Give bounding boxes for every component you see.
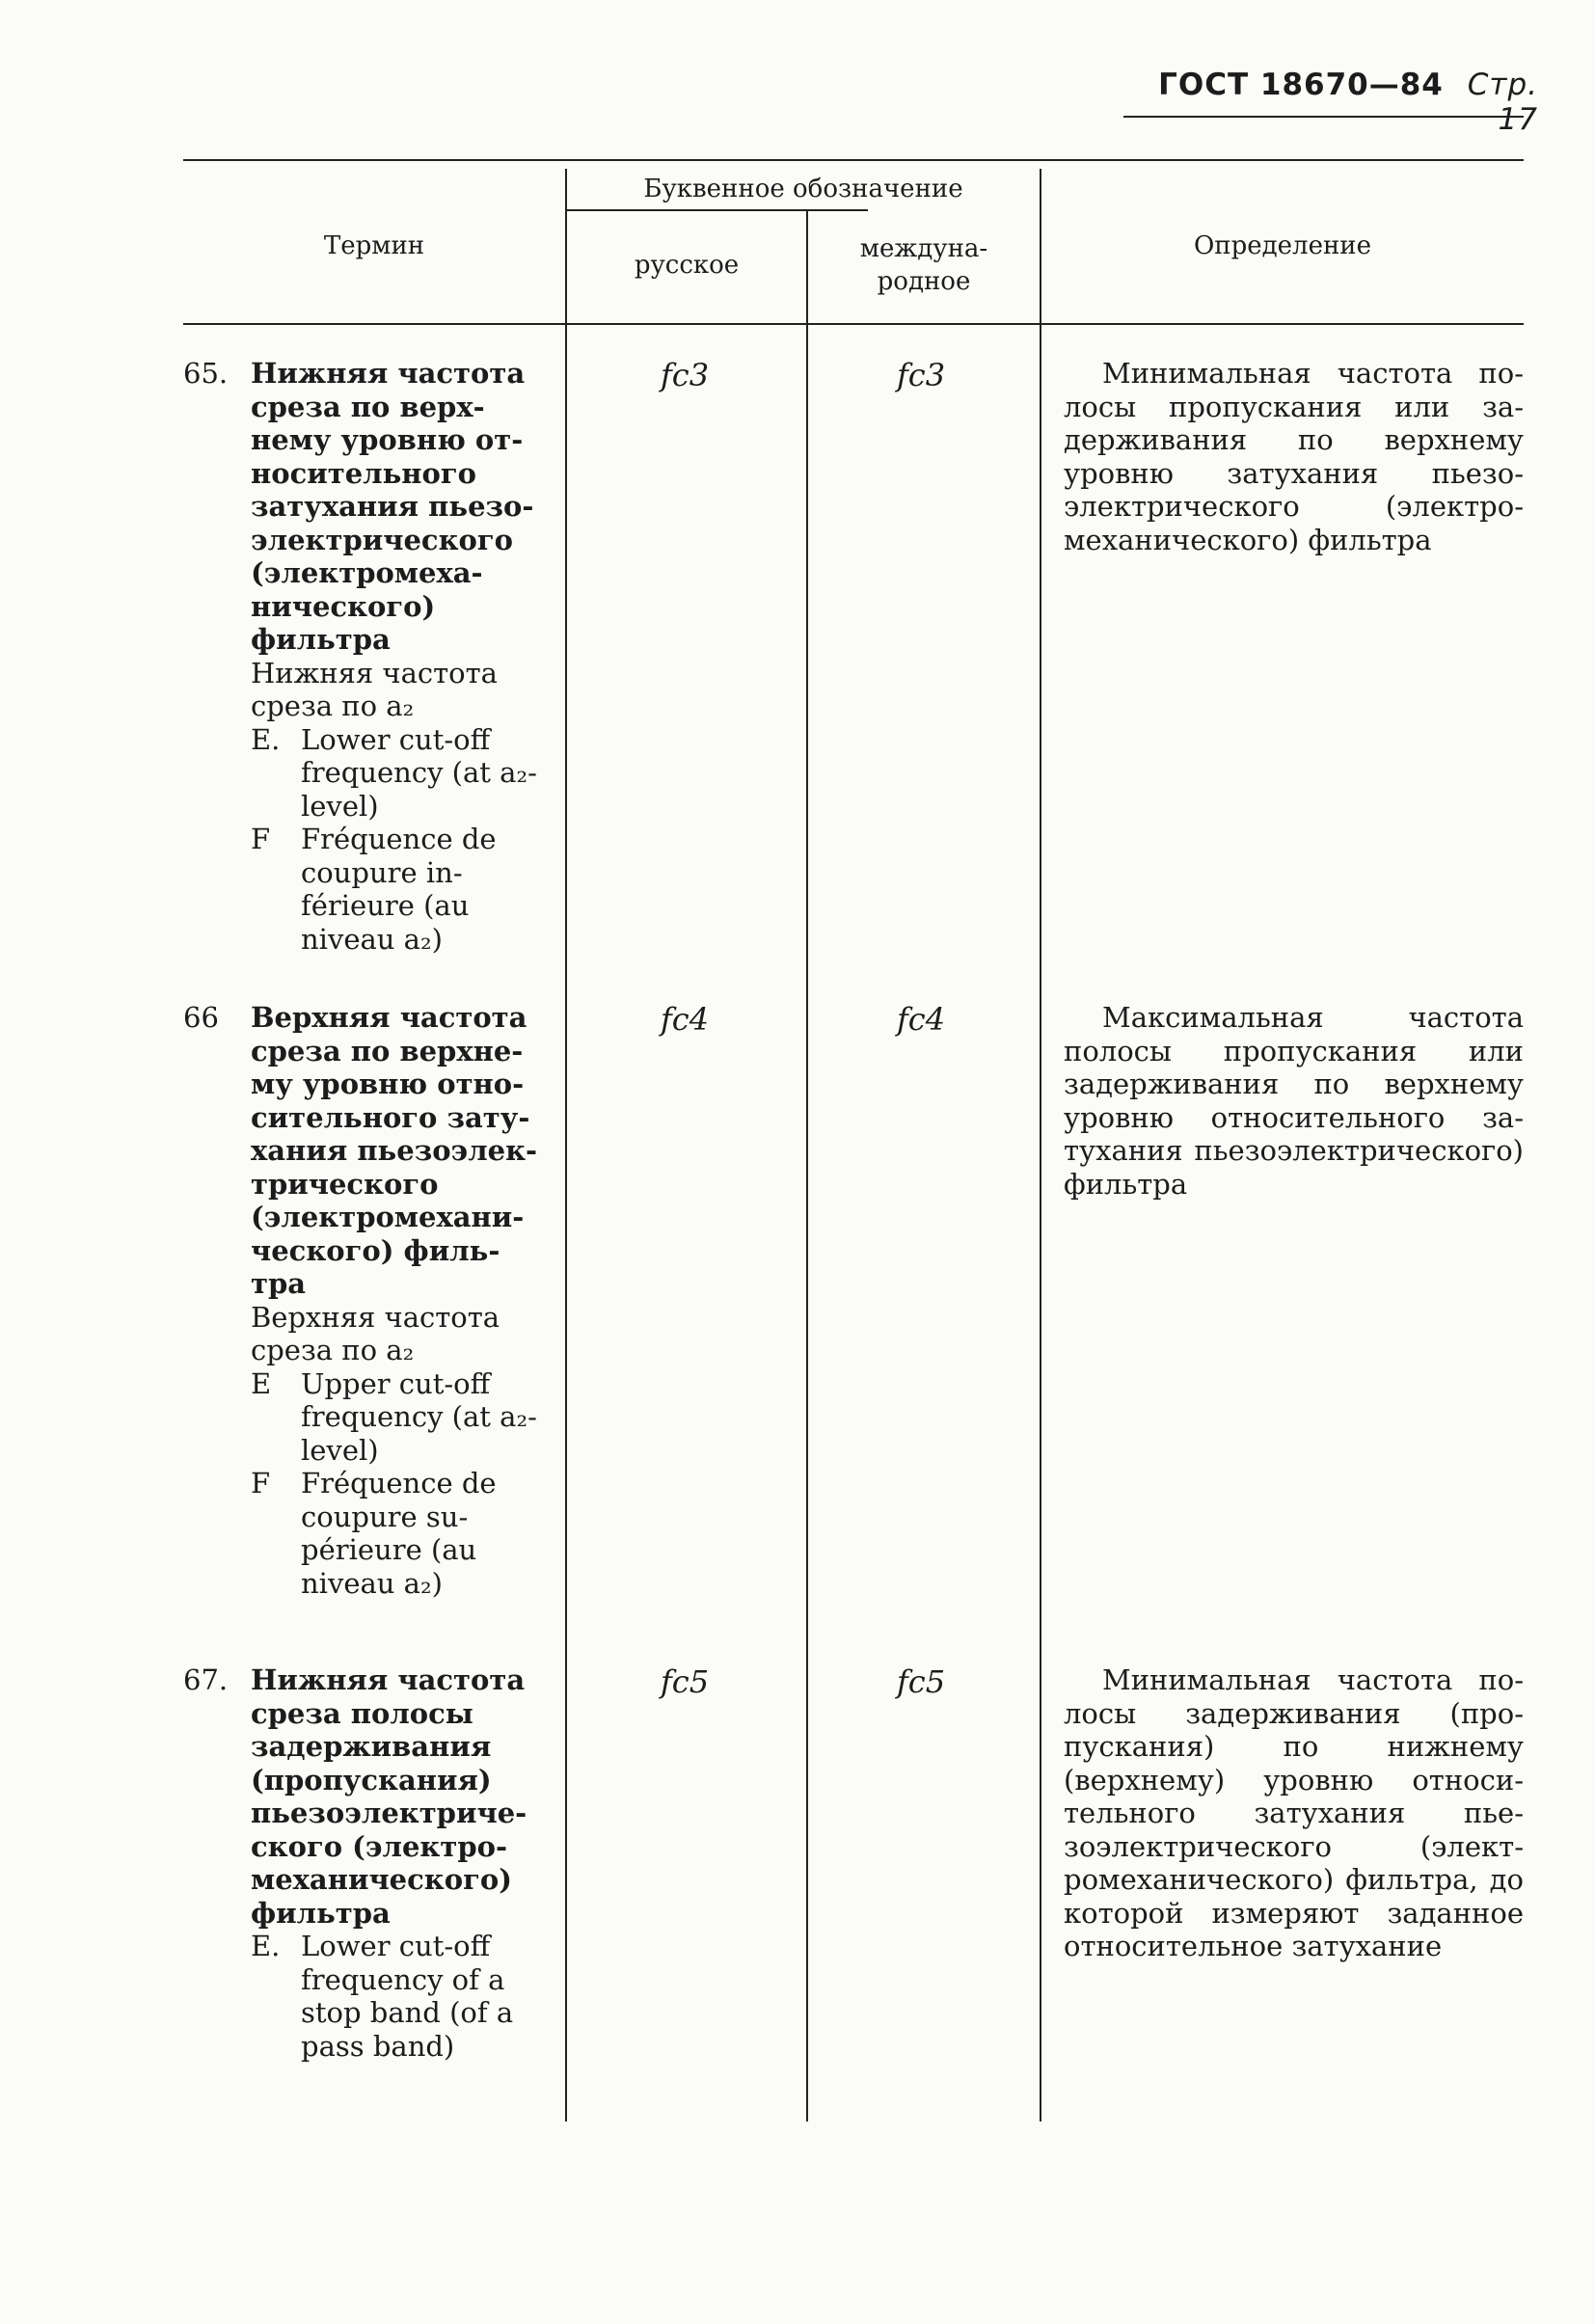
english-term: Lower cut-off frequency (at a₂-level): [301, 722, 537, 823]
page-number: Стр. 17: [1467, 68, 1538, 137]
terms-table: [183, 154, 1524, 2121]
term-french: [251, 823, 540, 956]
col-divider-definition: [1040, 169, 1041, 2121]
term-french: [251, 1467, 540, 1600]
header-term: Термин: [323, 231, 425, 260]
term-english: [251, 1367, 540, 1468]
term-number: 66: [183, 1001, 219, 1034]
header-underline: [1123, 116, 1524, 118]
header-definition: Определение: [1193, 231, 1372, 260]
definition-cell: Минимальная частота полосы задерживания (пропускания) по нижнему (верхнему) уровню относительного затухания пьезоэлектрического (электромеханического) фильтра, до которой измеряют заданное относительное затухание: [1064, 1663, 1524, 1962]
english-term: Lower cut-off frequency of a stop band (of a pass band): [301, 1930, 514, 2063]
english-term: Upper cut-off frequency (at a₂-level): [301, 1366, 537, 1467]
symbol-intl: fс4: [896, 1001, 946, 1038]
term-number: 67.: [183, 1663, 229, 1696]
symbol-ru: fс5: [660, 1663, 710, 1700]
lang-code: E.: [251, 722, 281, 756]
term-short: Верхняя частота среза по a₂: [251, 1300, 500, 1366]
header-symbol-ru: русское: [634, 251, 740, 280]
symbol-group-rule-2: [729, 209, 868, 211]
term-body: [251, 1663, 540, 2063]
term-english: [251, 1930, 540, 2063]
term-body: [251, 1001, 540, 1600]
term-title: Нижняя частота среза по верхнему уровню относительного затухания пьезоэлектрического (электромеханического) фильтра: [251, 357, 534, 656]
term-english: [251, 723, 540, 824]
french-term: Fréquence de coupure inférieure (au niveau a₂): [301, 823, 497, 956]
symbol-intl: fс5: [896, 1663, 946, 1700]
definition-cell: Минимальная частота полосы пропускания или задерживания по верхнему уровню затухания пьезоэлектрического (электромеханического) фильтра: [1064, 357, 1524, 556]
lang-code: F: [251, 823, 271, 855]
standard-number: ГОСТ 18670—84: [1158, 68, 1444, 102]
symbol-intl: fс3: [896, 357, 946, 393]
col-divider-term: [565, 169, 567, 2121]
lang-code: F: [251, 1467, 271, 1500]
term-title: Нижняя частота среза полосы задерживания (пропускания) пьезоэлектрического (электромеханического) фильтра: [251, 1663, 527, 1930]
table-top-rule: [183, 159, 1524, 161]
symbol-group-rule: [567, 209, 729, 211]
term-title: Верхняя частота среза по верхнему уровню относительного затухания пьезоэлектрического (электромеханического) фильтра: [251, 1001, 538, 1300]
term-number: 65.: [183, 357, 229, 390]
lang-code: E: [251, 1366, 272, 1400]
french-term: Fréquence de coupure supérieure (au niveau a₂): [301, 1467, 497, 1600]
definition-cell: Максимальная частота полосы пропускания или задерживания по верхнему уровню относительного затухания пьезоэлектрического) фильтра: [1064, 1001, 1524, 1201]
symbol-ru: fс4: [660, 1001, 710, 1038]
symbol-ru: fс3: [660, 357, 710, 393]
header-symbol-intl: междуна- родное: [859, 234, 988, 296]
table-header-rule: [183, 323, 1524, 325]
col-divider-symbol: [806, 209, 808, 2121]
lang-code: E.: [251, 1930, 281, 1962]
header-symbol-group: Буквенное обозначение: [643, 175, 963, 203]
page-header: [1114, 68, 1538, 137]
term-body: [251, 357, 540, 956]
term-short: Нижняя частота среза по a₂: [251, 656, 498, 722]
